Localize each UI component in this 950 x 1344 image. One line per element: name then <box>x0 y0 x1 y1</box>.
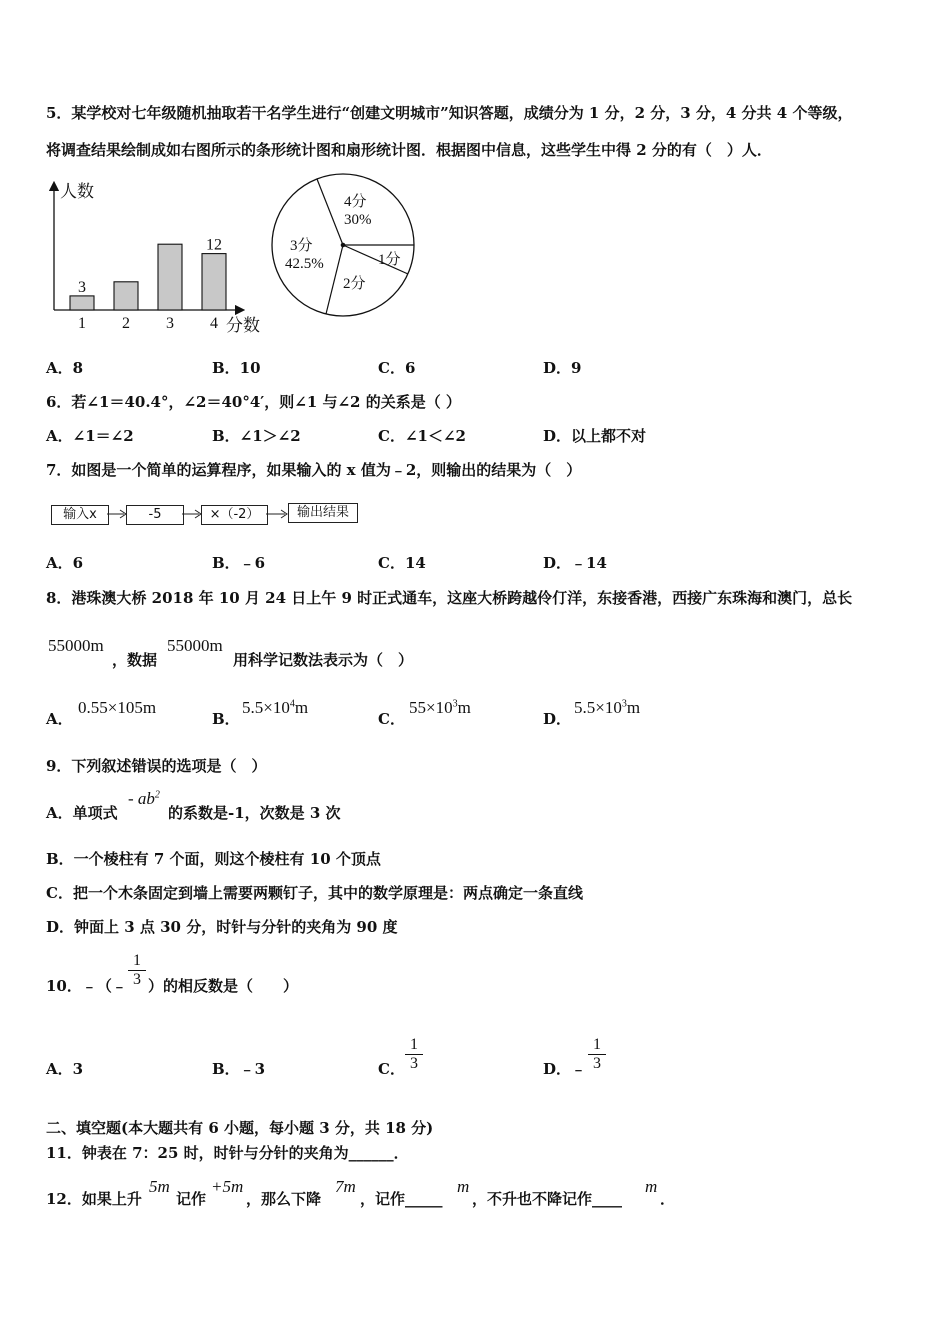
q5-option-b: B．10 <box>212 359 261 377</box>
bar-chart-xlabel: 分数 <box>226 316 260 335</box>
q8-option-b-unit: m <box>294 698 309 717</box>
q10-option-d-den: 3 <box>593 1055 601 1072</box>
q5-option-c: C．6 <box>378 359 416 377</box>
q7-option-c: C．14 <box>378 554 426 572</box>
q9-option-c: C．把一个木条固定到墙上需要两颗钉子，其中的数学原理是：两点确定一条直线 <box>46 884 583 902</box>
bar-2 <box>114 282 138 310</box>
flow-box-input: 输入x <box>51 505 109 525</box>
q6-option-d: D．以上都不对 <box>543 427 647 445</box>
pie-chart <box>270 172 418 320</box>
q8-option-d-unit: m <box>626 698 641 717</box>
pie-divider-4 <box>326 245 343 314</box>
q10-fraction-num: 1 <box>128 952 146 971</box>
q8-option-c-unit: m <box>457 698 471 717</box>
q6-stem: 6．若∠1＝40.4°，∠2＝40°4′，则∠1 与∠2 的关系是（ ） <box>46 393 461 411</box>
q12-text-5: ，不升也不降记作____ <box>472 1190 623 1208</box>
q8-option-b-label: B． <box>212 710 240 728</box>
q8-option-c-base: 55×10 <box>409 698 453 717</box>
pie-center <box>341 243 346 248</box>
q10-option-c: C． <box>378 1060 405 1078</box>
q9-option-a-pre: A．单项式 <box>46 804 118 822</box>
q7-option-a: A．6 <box>46 554 84 572</box>
q8-option-d-base: 5.5×10 <box>574 698 622 717</box>
flow-box-output: 输出结果 <box>288 503 358 523</box>
q8-option-c-expr <box>409 698 471 718</box>
q7-option-b: B．﹣6 <box>212 554 266 572</box>
q12-unit-2: m <box>645 1177 658 1196</box>
q12-value-5m: 5m <box>149 1177 170 1196</box>
q8-option-c-label: C． <box>378 710 405 728</box>
q8-option-b-expr <box>242 698 308 718</box>
flow-arrow-1 <box>107 508 127 520</box>
q8-length-value: 55000m <box>48 636 104 655</box>
bar-1 <box>70 296 94 310</box>
q6-option-a: A．∠1＝∠2 <box>46 427 134 445</box>
pie-divider-1 <box>317 179 343 245</box>
q10-fraction-den: 3 <box>133 971 141 988</box>
q9-option-a-post: 的系数是-1，次数是 3 次 <box>168 804 341 822</box>
q12-text-6: ． <box>660 1190 676 1208</box>
q7-option-d: D．﹣14 <box>543 554 607 572</box>
section-2-heading: 二、填空题(本大题共有 6 小题，每小题 3 分，共 18 分) <box>46 1119 434 1137</box>
q9-monomial: - ab <box>128 789 155 808</box>
bar-chart-ylabel: 人数 <box>60 182 94 201</box>
bar-tick-4: 4 <box>210 315 218 332</box>
q8-data-value: 55000m <box>167 636 223 655</box>
bar-data-label-4: 12 <box>206 236 222 254</box>
q8-text-data: ，数据 <box>112 651 158 669</box>
pie-label-4: 4分 <box>344 194 367 210</box>
q8-stem: 8．港珠澳大桥 2018 年 10 月 24 日上午 9 时正式通车，这座大桥跨越伶仃洋，东接香港，西接广东珠海和澳门，总长 <box>46 589 853 607</box>
q10-option-d-fraction <box>588 1036 606 1073</box>
bar-data-label-1: 3 <box>78 278 86 296</box>
flow-arrow-3 <box>266 508 288 520</box>
q10-option-c-den: 3 <box>410 1055 418 1072</box>
q8-option-d-label: D． <box>543 710 572 728</box>
flow-box-times-minus2: ×（-2） <box>201 505 268 525</box>
q5-option-d: D．9 <box>543 359 582 377</box>
q10-option-d: D．﹣ <box>543 1060 587 1078</box>
q5-option-a: A．8 <box>46 359 84 377</box>
bar-tick-1: 1 <box>78 315 86 332</box>
q12-text-4: ，记作_____ <box>360 1190 443 1208</box>
q10-option-c-num: 1 <box>405 1036 423 1055</box>
q11-stem: 11．钟表在 7：25 时，时针与分针的夹角为______． <box>46 1144 409 1162</box>
q8-text-question: 用科学记数法表示为（ ） <box>233 651 414 669</box>
q7-stem: 7．如图是一个简单的运算程序，如果输入的 x 值为﹣2，则输出的结果为（ ） <box>46 461 582 479</box>
q9-option-b: B．一个棱柱有 7 个面，则这个棱柱有 10 个顶点 <box>46 850 381 868</box>
pie-label-3: 3分 <box>290 238 313 254</box>
q8-option-d-expr <box>574 698 640 718</box>
q9-monomial-exp: 2 <box>154 789 160 801</box>
q9-option-a-expr <box>128 789 160 809</box>
q12-value-plus5m: +5m <box>211 1177 244 1196</box>
q10-option-b: B．﹣3 <box>212 1060 266 1078</box>
pie-label-1: 1分 <box>378 252 401 268</box>
q12-text-3: ，那么下降 <box>246 1190 322 1208</box>
q5-stem-line2: 将调查结果绘制成如右图所示的条形统计图和扇形统计图．根据图中信息，这些学生中得 2 分的有（ ）人． <box>46 141 772 159</box>
q6-option-c: C．∠1＜∠2 <box>378 427 466 445</box>
q10-stem-post: ）的相反数是（ ） <box>148 977 299 995</box>
q9-option-d: D．钟面上 3 点 30 分，时针与分针的夹角为 90 度 <box>46 918 398 936</box>
q10-option-a: A．3 <box>46 1060 84 1078</box>
pie-value-4: 30% <box>344 212 372 228</box>
q6-option-b: B．∠1＞∠2 <box>212 427 301 445</box>
q8-option-a-label: A． <box>46 710 73 728</box>
q12-text-1: 12．如果上升 <box>46 1190 142 1208</box>
q8-option-d-exp: 3 <box>621 698 627 710</box>
q12-unit-1: m <box>457 1177 470 1196</box>
q9-stem: 9．下列叙述错误的选项是（ ） <box>46 757 267 775</box>
bar-4 <box>202 254 226 310</box>
q10-fraction <box>128 952 146 989</box>
q8-option-a-expr: 0.55×105m <box>78 698 157 717</box>
q10-option-d-num: 1 <box>588 1036 606 1055</box>
q8-option-b-exp: 4 <box>289 698 295 710</box>
flow-box-minus5: -5 <box>126 505 184 525</box>
bar-tick-2: 2 <box>122 315 130 332</box>
pie-value-3: 42.5% <box>285 256 324 272</box>
q10-stem-pre: 10．﹣（﹣ <box>46 977 127 995</box>
bar-tick-3: 3 <box>166 315 174 332</box>
q8-option-b-base: 5.5×10 <box>242 698 290 717</box>
q12-text-2: 记作 <box>176 1190 207 1208</box>
q12-value-7m: 7m <box>335 1177 356 1196</box>
bar-3 <box>158 244 182 310</box>
pie-label-2: 2分 <box>343 276 366 292</box>
q5-stem-line1: 5．某学校对七年级随机抽取若干名学生进行“创建文明城市”知识答题，成绩分为 1 分，2 分，3 分，4 分共 4 个等级， <box>46 104 853 122</box>
q8-option-c-exp: 3 <box>452 698 458 710</box>
bar-chart <box>40 178 270 338</box>
flow-arrow-2 <box>182 508 202 520</box>
q10-option-c-fraction <box>405 1036 423 1073</box>
